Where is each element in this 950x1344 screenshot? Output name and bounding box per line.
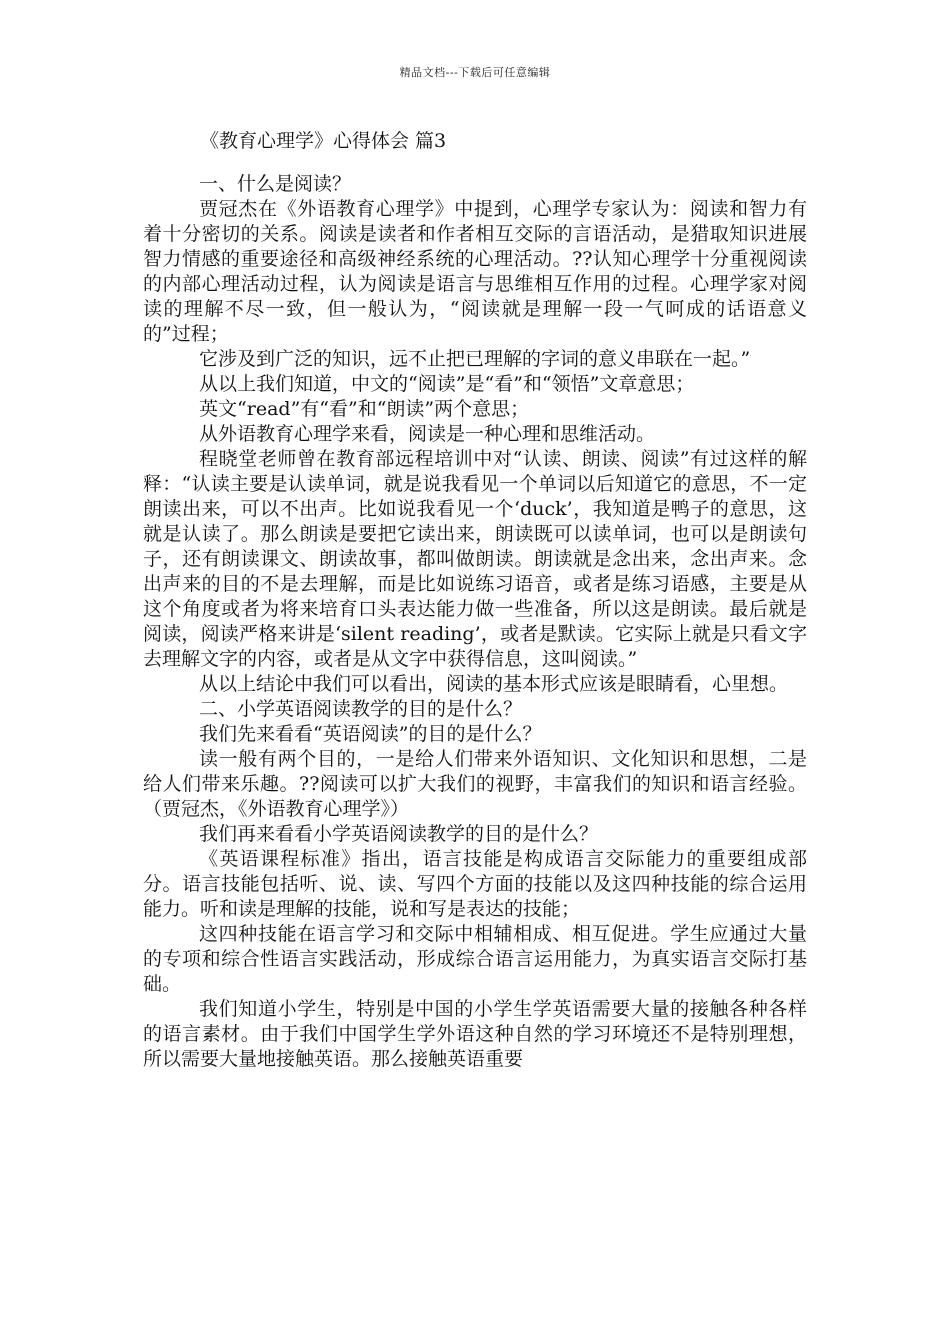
paragraph: 从外语教育心理学来看，阅读是一种心理和思维活动。 (199, 423, 656, 445)
paragraph: 《英语课程标准》指出，语言技能是构成语言交际能力的重要组成部分。语言技能包括听、说、读、写四个方面的技能以及这四种技能的综合运用能力。听和读是理解的技能，说和写是表达的技能； (143, 848, 807, 920)
paragraph: 程晓堂老师曾在教育部远程培训中对“认读、朗读、阅读”有过这样的解释：“认读主要是认读单词，就是说我看见一个单词以后知道它的意思，不一定朗读出来，可以不出声。比如说我看见一个‘duck’，我知道是鸭子的意思，这就是认读了。那么朗读是要把它读出来，朗读既可以读单词，也可以是朗读句子，还有朗读课文、朗读故事，都叫做朗读。朗读就是念出来，念出声来。念出声来的目的不是去理解，而是比如说练习语音，或者是练习语感，主要是从这个角度或者为将来培育口头表达能力做一些准备，所以这是朗读。最后就是阅读，阅读严格来讲是‘silent reading’，或者是默读。它实际上就是只看文字去理解文字的内容，或者是从文字中获得信息，这叫阅读。” (143, 448, 807, 670)
paragraph: 它涉及到广泛的知识，远不止把已理解的字词的意义串联在一起。” (199, 348, 751, 370)
paragraph: 贾冠杰在《外语教育心理学》中提到，心理学专家认为：阅读和智力有着十分密切的关系。阅读是读者和作者相互交际的言语活动，是猎取知识进展智力情感的重要途径和高级神经系统的心理活动。??认知心理学十分重视阅读的内部心理活动过程，认为阅读是语言与思维相互作用的过程。心理学家对阅读的理解不尽一致，但一般认为，“阅读就是理解一段一气呵成的话语意义的”过程； (143, 198, 807, 345)
page-header: 精品文档---下载后可任意编辑 (399, 66, 551, 79)
paragraph: 我们再来看看小学英语阅读教学的目的是什么？ (199, 823, 599, 845)
document-title: 《教育心理学》心得体会 篇3 (200, 130, 447, 152)
paragraph: 我们知道小学生，特别是中国的小学生学英语需要大量的接触各种各样的语言素材。由于我们中国学生学外语这种自然的学习环境还不是特别理想，所以需要大量地接触英语。那么接触英语重要 (143, 998, 807, 1070)
paragraph: 一、什么是阅读？ (199, 173, 352, 195)
paragraph: 这四种技能在语言学习和交际中相辅相成、相互促进。学生应通过大量的专项和综合性语言实践活动，形成综合语言运用能力，为真实语言交际打基础。 (143, 923, 807, 995)
paragraph: 英文“read”有“看”和“朗读”两个意思； (199, 398, 530, 420)
paragraph: 我们先来看看“英语阅读”的目的是什么？ (199, 723, 542, 745)
document-body (143, 172, 807, 1072)
paragraph: 从以上我们知道，中文的“阅读”是“看”和“领悟”文章意思； (199, 373, 695, 395)
paragraph: 从以上结论中我们可以看出，阅读的基本形式应该是眼睛看，心里想。 (199, 673, 789, 695)
section-heading: 二、小学英语阅读教学的目的是什么？ (199, 698, 523, 720)
paragraph: 读一般有两个目的，一是给人们带来外语知识、文化知识和思想，二是给人们带来乐趣。??阅读可以扩大我们的视野，丰富我们的知识和语言经验。（贾冠杰，《外语教育心理学》） (143, 748, 807, 820)
